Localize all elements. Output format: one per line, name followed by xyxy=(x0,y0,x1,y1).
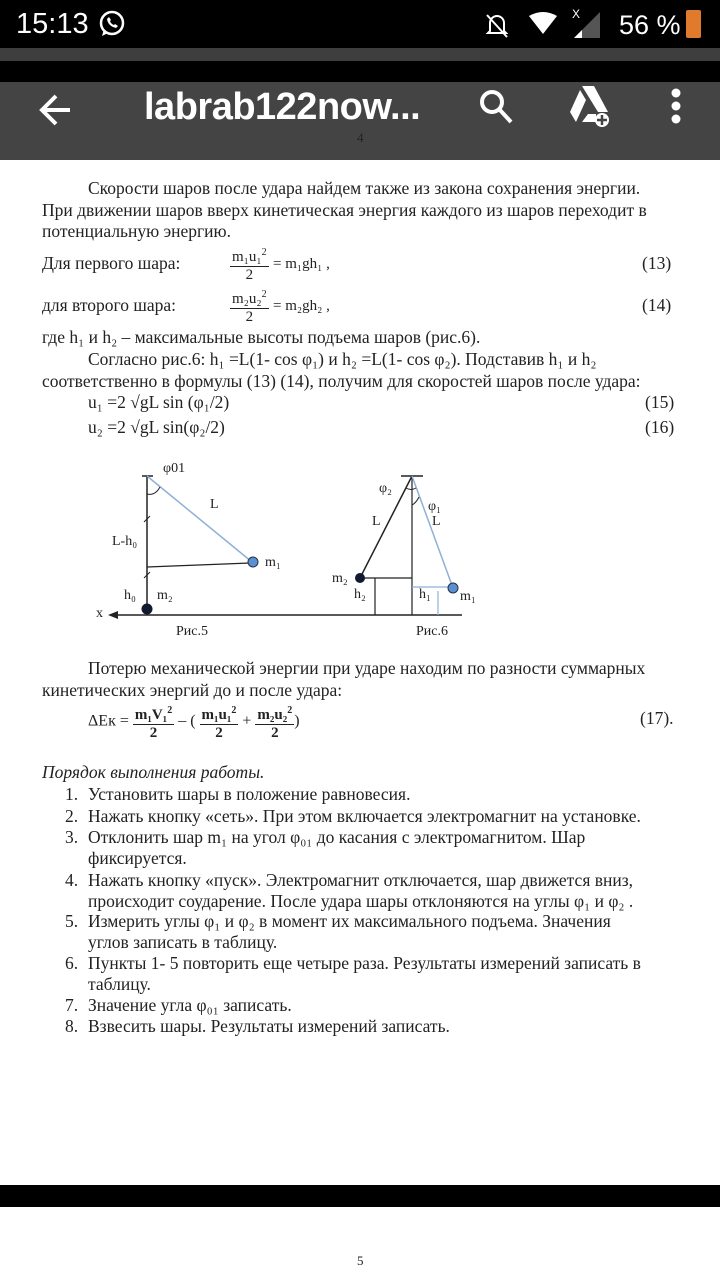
svg-text:m₂: m₂ xyxy=(157,588,173,603)
svg-text:h₁: h₁ xyxy=(419,587,431,602)
paragraph-line: При движении шаров вверх кинетическая энергия каждого из шаров переходит в xyxy=(42,200,647,220)
signal-icon xyxy=(568,6,604,40)
svg-text:m₁: m₁ xyxy=(460,589,476,604)
svg-text:m₁: m₁ xyxy=(265,555,281,570)
equation-number: (17). xyxy=(640,708,674,728)
equation-16: u₂ =2 √gL sin(φ₂/2) xyxy=(88,417,225,437)
svg-text:φ₁: φ₁ xyxy=(428,499,441,514)
page-separator xyxy=(0,1185,720,1207)
paragraph-line: Скорости шаров после удара найдем также из закона сохранения энергии. xyxy=(88,178,641,198)
svg-text:x: x xyxy=(96,606,103,621)
svg-text:L: L xyxy=(210,497,219,512)
ball-m1 xyxy=(448,583,458,593)
wifi-icon xyxy=(528,12,558,36)
svg-text:h₂: h₂ xyxy=(354,587,366,602)
paragraph-line: кинетических энергий до и после удара: xyxy=(42,680,343,700)
svg-text:φ01: φ01 xyxy=(163,461,186,476)
paragraph-line: Потерю механической энергии при ударе находим по разности суммарных xyxy=(88,658,646,678)
equation-number: (15) xyxy=(645,392,675,412)
paragraph-line: потенциальную энергию. xyxy=(42,221,231,241)
whatsapp-icon xyxy=(97,9,127,39)
list-item: Отклонить шар m₁ на угол φ₀₁ до касания с электромагнитом. Шар xyxy=(88,827,586,847)
list-item: Пункты 1- 5 повторить еще четыре раза. Результаты измерений записать в xyxy=(88,953,641,973)
list-item: таблицу. xyxy=(88,974,151,994)
equation-17: ΔEк = $\frac{m_1V_1^2}{2}$ – ( $\frac{m_1u_1^2}{2}$ + $\frac{m_2u_2^2}{2}$ ) xyxy=(88,702,300,742)
list-item: происходит соударение. После удара шары отклоняются на углы φ₁ и φ₂ . xyxy=(88,891,634,911)
list-item: фиксируется. xyxy=(88,848,187,868)
svg-text:Рис.6: Рис.6 xyxy=(416,624,448,639)
ball-m2 xyxy=(355,573,365,583)
paragraph-line: где h₁ и h₂ – максимальные высоты подъема шаров (рис.6). xyxy=(42,327,481,347)
list-item: углов записать в таблицу. xyxy=(88,932,278,952)
list-item: Взвесить шары. Результаты измерений записать. xyxy=(88,1016,450,1036)
svg-text:L: L xyxy=(432,514,441,529)
search-icon[interactable] xyxy=(476,86,516,126)
svg-text:m₂: m₂ xyxy=(332,571,348,586)
app-toolbar xyxy=(0,82,720,160)
divider xyxy=(0,61,720,83)
section-heading: Порядок выполнения работы. xyxy=(42,762,265,782)
svg-text:φ₂: φ₂ xyxy=(379,481,392,496)
ball-m2 xyxy=(142,604,153,615)
list-number: 7. xyxy=(65,995,79,1015)
page-number: 4 xyxy=(357,130,364,145)
list-item: Нажать кнопку «сеть». При этом включается электромагнит на установке. xyxy=(88,806,641,826)
figure-5 xyxy=(96,461,281,639)
list-item: Значение угла φ₀₁ записать. xyxy=(88,995,292,1015)
equation-number: (13) xyxy=(642,253,672,273)
list-number: 5. xyxy=(65,911,79,931)
battery-icon xyxy=(686,10,701,38)
list-item: Установить шары в положение равновесия. xyxy=(88,784,411,804)
bell-off-icon xyxy=(483,11,511,39)
divider xyxy=(0,48,720,61)
list-item: Нажать кнопку «пуск». Электромагнит отключается, шар движется вниз, xyxy=(88,870,634,890)
equation-label: для второго шара: xyxy=(42,295,177,315)
list-item: Измерить углы φ₁ и φ₂ в момент их максимального подъема. Значения xyxy=(88,911,611,931)
more-vert-icon[interactable] xyxy=(666,86,686,126)
equation-15: u₁ =2 √gL sin (φ₁/2) xyxy=(88,392,230,412)
list-number: 6. xyxy=(65,953,79,973)
paragraph-line: соответственно в формулы (13) (14), получим для скоростей шаров после удара: xyxy=(42,371,641,391)
list-number: 8. xyxy=(65,1016,79,1036)
list-number: 2. xyxy=(65,806,79,826)
clock: 15:13 xyxy=(16,8,89,40)
svg-text:L: L xyxy=(372,514,381,529)
equation-number: (16) xyxy=(645,417,675,437)
list-number: 4. xyxy=(65,870,79,890)
next-page-number: 5 xyxy=(357,1253,364,1268)
back-arrow-icon[interactable] xyxy=(36,90,76,130)
pendulum-figures xyxy=(0,440,720,650)
svg-text:L-h₀: L-h₀ xyxy=(112,534,138,549)
svg-text:X: X xyxy=(572,7,581,21)
equation-13: $\frac{m_1u_1^2}{2}$ = m₁gh₁ , xyxy=(230,244,330,284)
list-number: 3. xyxy=(65,827,79,847)
equation-number: (14) xyxy=(642,295,672,315)
equation-14: $\frac{m_2u_2^2}{2}$ = m₂gh₂ , xyxy=(230,286,330,326)
list-number: 1. xyxy=(65,784,79,804)
svg-text:h₀: h₀ xyxy=(124,588,136,603)
battery-percent: 56 % xyxy=(619,10,681,40)
ball-m1 xyxy=(248,557,258,567)
equation-label: Для первого шара: xyxy=(42,253,181,273)
drive-add-icon[interactable] xyxy=(568,84,614,128)
document-title: labrab122now... xyxy=(144,86,421,128)
status-bar xyxy=(0,0,720,48)
svg-text:Рис.5: Рис.5 xyxy=(176,624,208,639)
paragraph-line: Согласно рис.6: h₁ =L(1- cos φ₁) и h₂ =L(1- cos φ₂). Подставив h₁ и h₂ xyxy=(88,349,597,369)
